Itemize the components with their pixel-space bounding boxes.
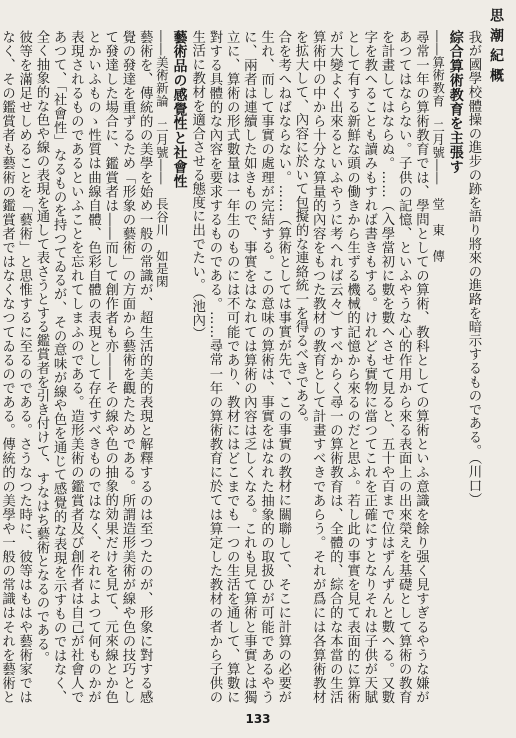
- running-header: 思潮紀概: [488, 8, 504, 88]
- paragraph-body: 尋常一年の算術教育では、學問としての算術、教科としての算術といふ意識を餘り强く見すぎるやうな嫌があつてはならない。子供の記憶、といふやうな心的作用から來る表面上の出來榮えを基礎として算術の教育を計畫してはならぬ。……（入學當初に數を數へさせて見ると、五十や百まで位はずんずんと數へる。又數字を教へることも讀みもすれば書きもする。けれども實物に當つてこれを正確にすとなりそれは子供が天賦として有する新鮮な頭の働きから生ずる機械的記憶から來るのだと思ふ。若し此の事實を見て表面的に算術が大變よく出來るといふやうに考へれば云々）すべからく尋一の算術教育は、全體的、綜合的な本當の生活算術中の中から十分な算量的內容をもつた教材の教育として計畫すべきであらう。それが爲には各算術教材を拡大して、內容に於いて包擬的な連絡統一を得るべきである。: [292, 30, 429, 704]
- heading-text: 綜合算術教育を主張す: [447, 30, 464, 174]
- article-source: ――算術教育 二月號―― 堂 東 傳: [430, 30, 446, 263]
- paragraph-body: 合を考へねばならない。……（算術としては事實が先で、この事實の教材に關聯して、そこに計算の必要が生れ、而して事實の處理が完結する。この意味の算術は、事實をはなれた抽象的の取扱ひが可能であるやうに、兩者は連續した如きもので、事實をはなれては算術の內容は乏しくなる。これも見て算術と事實とは獨立に、算術の形式數量は一年生のものには不可能であり、教材にはどこまでも一つの生活を通して、算數に對する具體的な內容を要求するものである。……尋常一年の算術教育に於ては算定した教材の者から子供の生活に教材を適合させる態度に出でたい。（池內）: [189, 30, 291, 704]
- main-text-columns: [0, 30, 482, 704]
- paragraph-intro: 我が國學校體操の進步の跡を語り將來の進路を暗示するものである。（川口）: [466, 30, 481, 507]
- paragraph-body: 彼等を滿足せしめることを「藝術」と思惟するに至るのである。さうなつた時に、彼等はもはや藝術家ではなく、その鑑賞者も藝術の鑑賞者ではなくなつてゐるのである。傳統的の美學や一般の常識はそれを藝術と: [0, 30, 32, 704]
- heading-text: 藝術品の感覺性と社會性: [171, 30, 188, 189]
- article-source: ――美術新論 二月號―― 長谷川 如是閑: [154, 30, 170, 288]
- article-heading: [170, 30, 188, 704]
- page-number: 133: [245, 712, 271, 726]
- paragraph-body: 藝術を、傳統的の美學を始め一般の常識が、超生活的美的表現と解釋するのは至つたのが、形象に對する感覺の發達を重ずるため「形象の藝術」の方面から藝術を觀たためである。所謂造形美術が線や色の技巧として發達した場合に、鑑賞者は――而して創作者も亦――その線や色の抽象的効果だけを見て、元來線とか色とかいふものゝ性質は曲線自體、色彩自體の表現として存在すべきものではなく、それによつて何ものかが表現されるものであるといふことを忘れてしまふのである。造形美術の鑑賞者及び創作者は自己が社會人であつて、「社會性」なるものを持つてゐるが、その意味が線や色を通じて感覺的な表現を示すものではなく、全く抽象的な色や線の表現を通して表さうとする鑑賞者を引き付けて、すなはち藝術となるのである。: [33, 30, 153, 704]
- article-heading: [447, 30, 465, 704]
